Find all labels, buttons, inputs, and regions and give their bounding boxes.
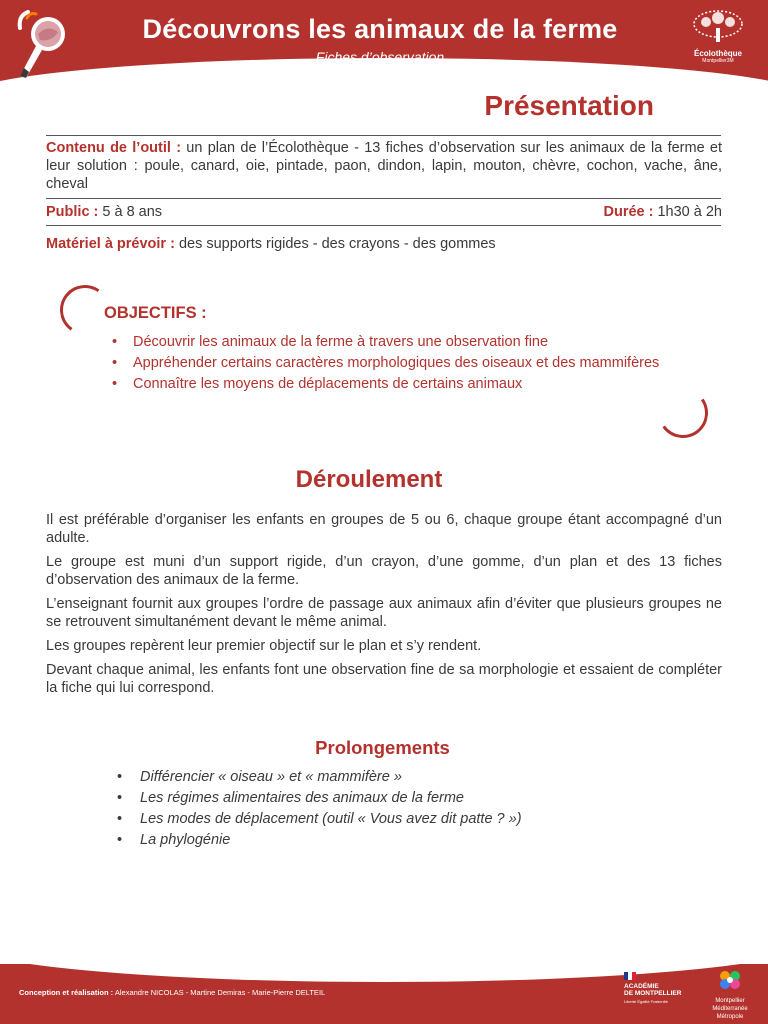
divider-top bbox=[46, 135, 721, 136]
marianne-flag-icon bbox=[624, 972, 636, 980]
contenu-label: Contenu de l’outil : bbox=[46, 140, 182, 156]
list-item: • Connaître les moyens de déplacements de certains animaux bbox=[110, 375, 680, 393]
list-item: • La phylogénie bbox=[116, 831, 676, 849]
list-item: • Les modes de déplacement (outil « Vous avez dit patte ? ») bbox=[116, 810, 676, 828]
academie-logo bbox=[624, 972, 694, 1020]
page-subtitle: Fiches d’observation bbox=[315, 49, 445, 65]
public-duree-row bbox=[46, 203, 722, 221]
list-item: • Découvrir les animaux de la ferme à travers une observation fine bbox=[110, 333, 680, 351]
duree-info bbox=[603, 203, 722, 221]
magnifier-pencil-icon bbox=[14, 10, 70, 80]
deroulement-paragraph: Les groupes repèrent leur premier objectif sur le plan et s’y rendent. bbox=[46, 638, 482, 654]
contenu-text: un plan de l’Écolothèque - 13 fiches d’observation sur les animaux de la ferme et leur solution : poule, canard, oie, pintade, paon, dindon, lapin, mouton, chèvre, cochon, vache, âne, cheval bbox=[46, 140, 722, 192]
materiel-paragraph bbox=[46, 235, 722, 253]
academie-line1: ACADÉMIE bbox=[624, 983, 659, 990]
page-header bbox=[0, 0, 768, 84]
tree-icon bbox=[692, 10, 744, 44]
metropole-line1: Montpellier bbox=[715, 998, 745, 1004]
deroulement-paragraph: Le groupe est muni d’un support rigide, d’un crayon, d’une gomme, d’un plan et des 13 fiches d’observation des animaux de la ferme. bbox=[46, 554, 722, 588]
metropole-logo bbox=[700, 968, 760, 1020]
duree-text: 1h30 à 2h bbox=[653, 204, 722, 220]
prolongements-heading: Prolongements bbox=[315, 737, 450, 758]
deroulement-heading: Déroulement bbox=[295, 466, 443, 493]
credits-text: Alexandre NICOLAS - Martine Demiras - Marie-Pierre DELTEIL bbox=[113, 988, 326, 997]
list-item: • Appréhender certains caractères morphologiques des oiseaux et des mammifères bbox=[110, 354, 680, 372]
public-label: Public : bbox=[46, 204, 99, 220]
materiel-text: des supports rigides - des crayons - des gommes bbox=[174, 236, 496, 252]
deroulement-paragraph: Il est préférable d’organiser les enfants en groupes de 5 ou 6, chaque groupe étant accompagné d’un adulte. bbox=[46, 512, 722, 546]
metropole-line3: Métropole bbox=[716, 1014, 744, 1020]
divider-bottom bbox=[46, 225, 721, 226]
list-item: • Les régimes alimentaires des animaux de la ferme bbox=[116, 789, 676, 807]
metropole-line2: Méditerranée bbox=[712, 1006, 748, 1012]
ecolotheque-logo bbox=[686, 10, 750, 70]
divider-middle bbox=[46, 198, 721, 199]
academie-motto: Liberté Égalité Fraternité bbox=[624, 999, 668, 1004]
prolongements-list bbox=[116, 768, 676, 852]
duree-label: Durée : bbox=[603, 204, 654, 220]
materiel-label: Matériel à prévoir : bbox=[46, 236, 175, 252]
page-title: Découvrons les animaux de la ferme bbox=[142, 14, 618, 44]
star-flower-icon bbox=[716, 968, 744, 992]
objectifs-list bbox=[110, 333, 680, 396]
brand-name: Écolothèque bbox=[693, 49, 742, 58]
contenu-paragraph bbox=[46, 139, 722, 193]
public-info bbox=[46, 203, 162, 221]
page-footer bbox=[0, 964, 768, 1024]
public-text: 5 à 8 ans bbox=[98, 204, 163, 220]
objectifs-heading: OBJECTIFS : bbox=[104, 304, 207, 322]
brand-sub: Montpellier3M bbox=[702, 58, 734, 64]
credits-label: Conception et réalisation : bbox=[19, 988, 114, 997]
deroulement-paragraph: L’enseignant fournit aux groupes l’ordre de passage aux animaux afin d’éviter que plusieurs groupes ne se retrouvent simultanément devant le même animal. bbox=[46, 596, 722, 630]
academie-line2: DE MONTPELLIER bbox=[624, 990, 682, 997]
presentation-heading: Présentation bbox=[484, 90, 654, 121]
credits bbox=[19, 988, 325, 997]
list-item: • Différencier « oiseau » et « mammifère » bbox=[116, 768, 676, 786]
deroulement-paragraph: Devant chaque animal, les enfants font une observation fine de sa morphologie et essaient de compléter la fiche qui lui correspond. bbox=[46, 662, 722, 696]
